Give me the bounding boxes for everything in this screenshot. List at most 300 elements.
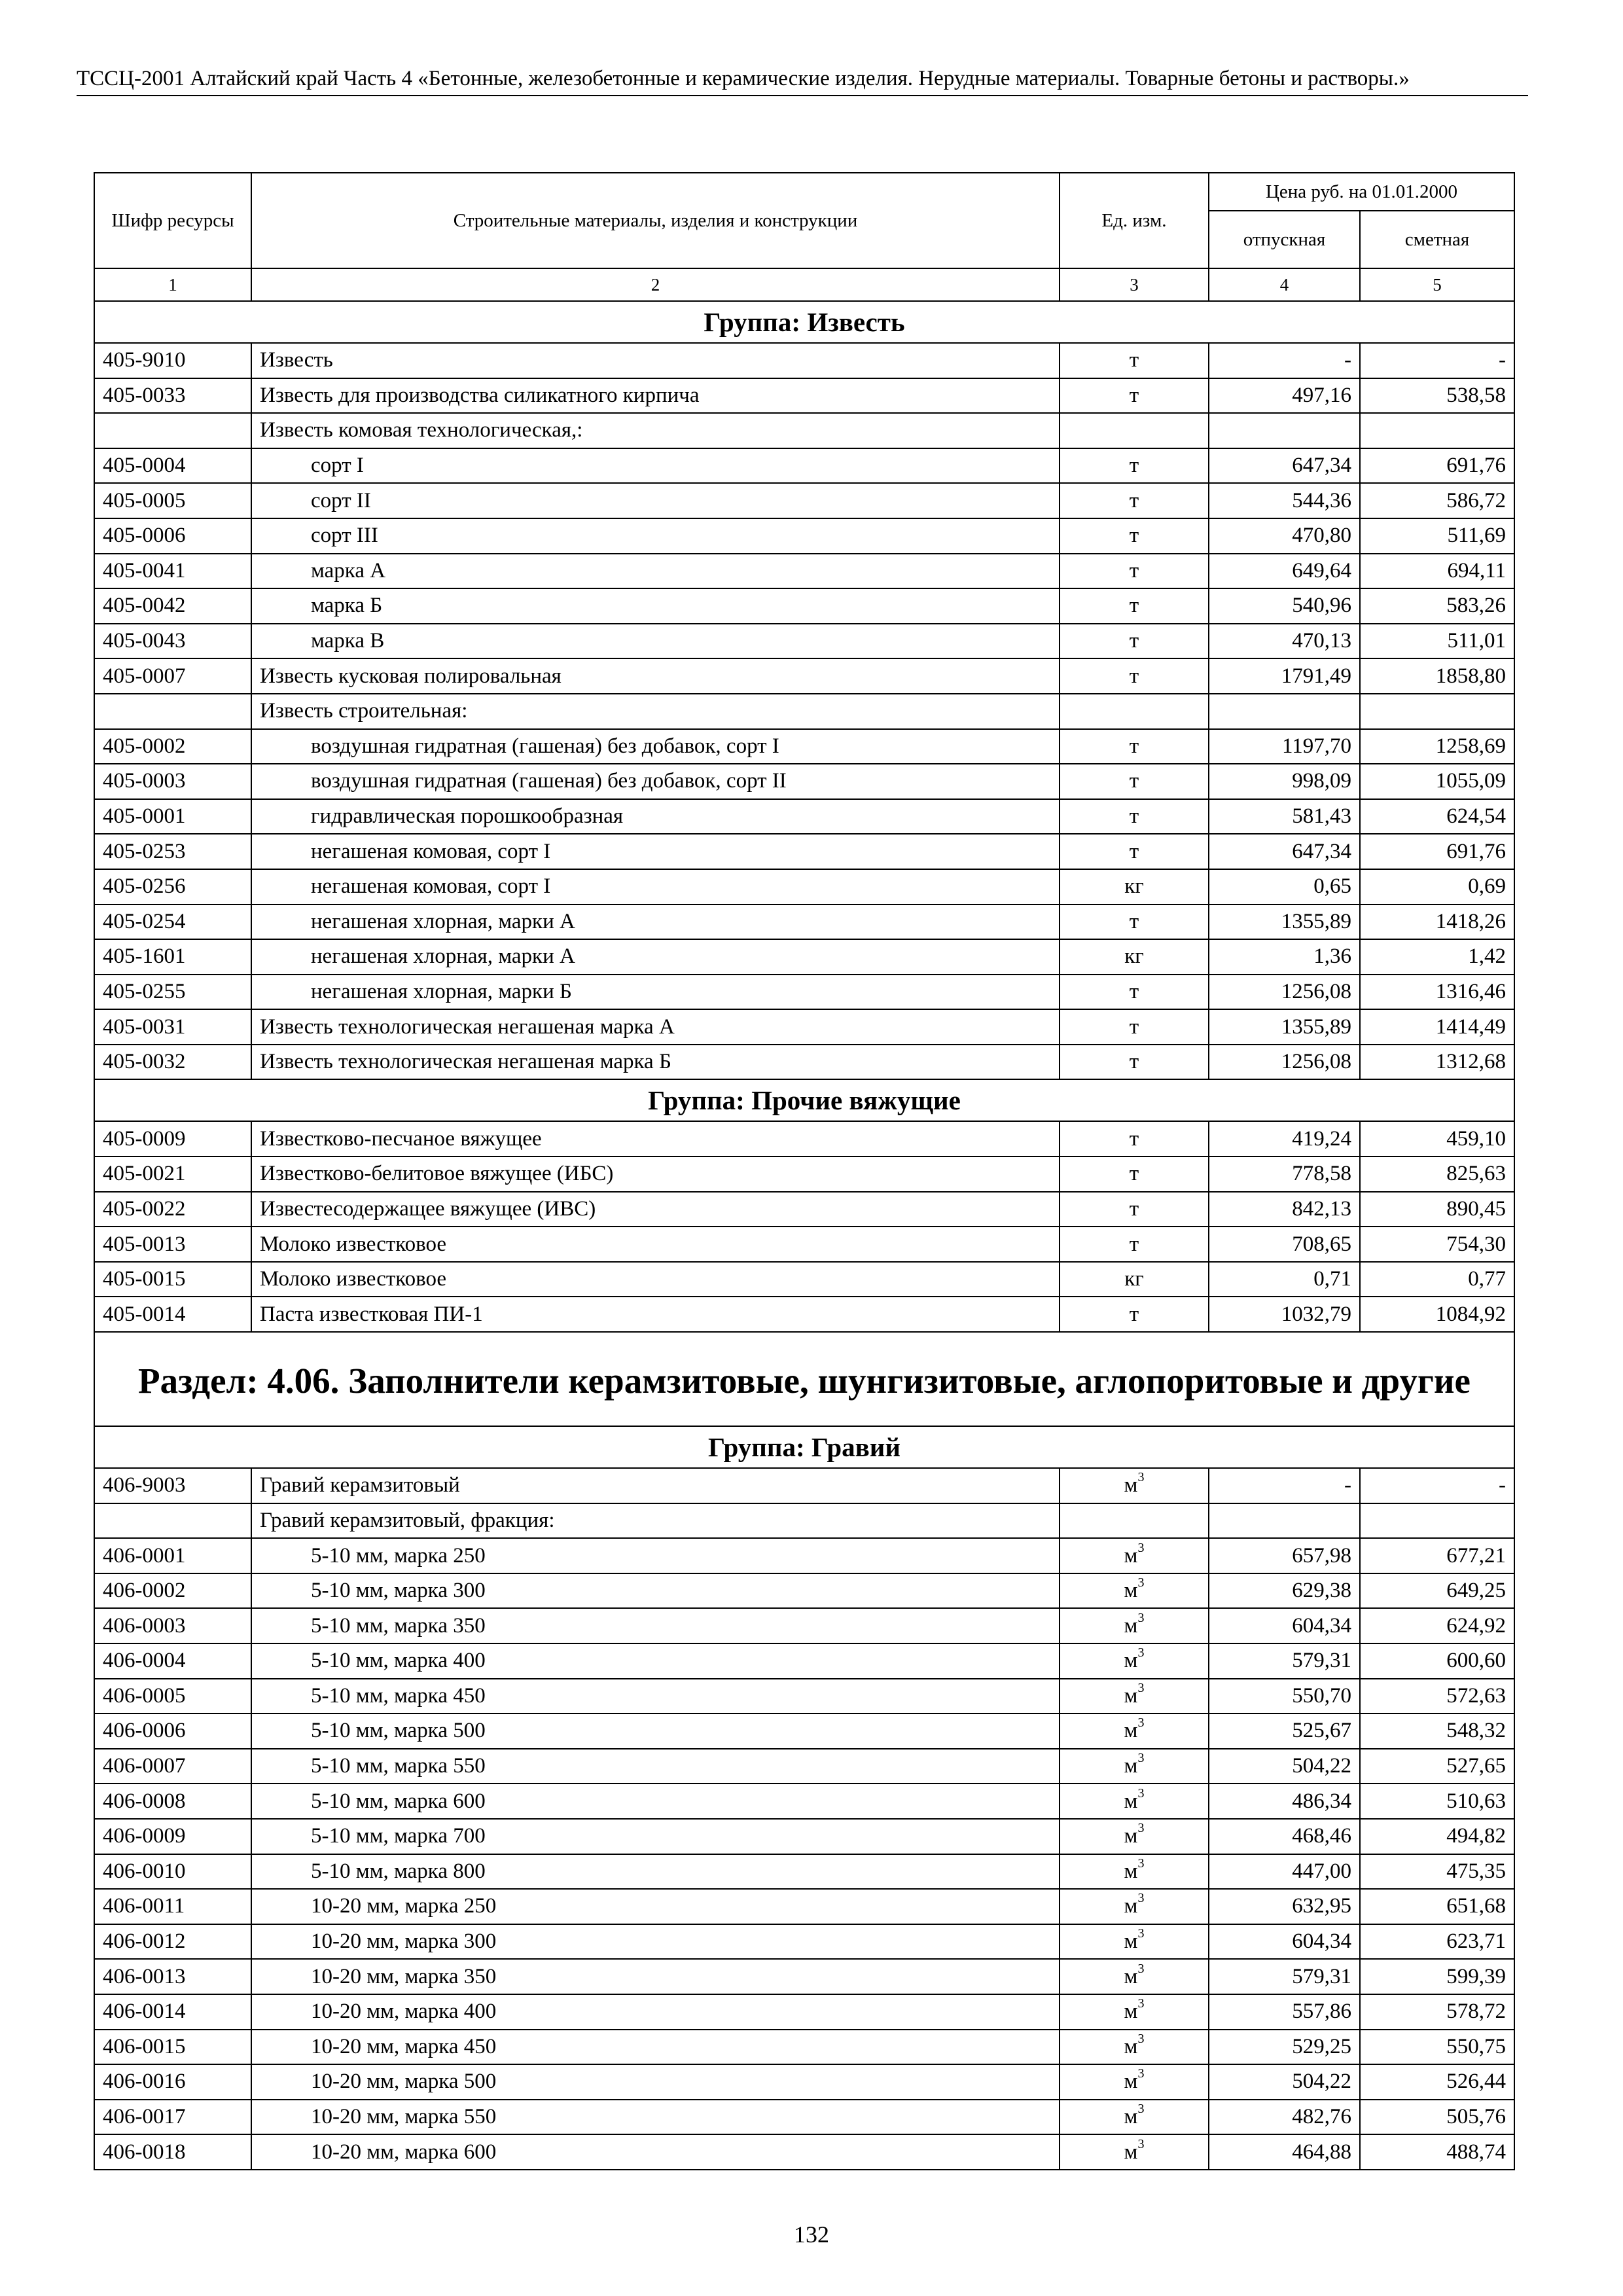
resource-code: 406-0014	[94, 1994, 251, 2030]
table-row	[94, 1192, 1514, 1227]
unit-symbol: м	[1124, 1473, 1138, 1498]
material-name: гидравлическая порошкообразная	[251, 799, 1060, 834]
material-name: Гравий керамзитовый	[251, 1468, 1060, 1503]
unit-symbol: м	[1124, 1579, 1138, 1603]
release-price: 579,31	[1209, 1643, 1360, 1679]
unit	[1060, 1713, 1209, 1749]
table-row	[94, 799, 1514, 834]
unit	[1060, 1573, 1209, 1609]
resource-code: 405-0043	[94, 624, 251, 659]
unit-exponent: 3	[1137, 1680, 1145, 1695]
resource-code: 405-0021	[94, 1157, 251, 1192]
unit-symbol: т	[1129, 1014, 1139, 1039]
unit	[1060, 448, 1209, 484]
table-row	[94, 1819, 1514, 1854]
release-price: 1197,70	[1209, 729, 1360, 764]
unit-symbol: т	[1129, 1050, 1139, 1074]
resource-code: 405-0002	[94, 729, 251, 764]
material-name: Известесодержащее вяжущее (ИВС)	[251, 1192, 1060, 1227]
material-name: 5-10 мм, марка 300	[251, 1573, 1060, 1609]
release-price: -	[1209, 343, 1360, 378]
release-price: 632,95	[1209, 1889, 1360, 1924]
resource-code: 406-0017	[94, 2100, 251, 2135]
unit-symbol: кг	[1124, 944, 1144, 969]
unit-symbol: м	[1124, 2070, 1138, 2094]
unit	[1060, 905, 1209, 940]
estimate-price: 578,72	[1360, 1994, 1514, 2030]
unit-symbol: м	[1124, 1824, 1138, 1848]
unit-symbol: м	[1124, 1929, 1138, 1954]
release-price: 504,22	[1209, 1749, 1360, 1784]
unit-symbol: м	[1124, 1859, 1138, 1883]
release-price: 579,31	[1209, 1959, 1360, 1994]
estimate-price: 475,35	[1360, 1854, 1514, 1890]
resource-code: 405-0033	[94, 378, 251, 414]
estimate-price: 511,69	[1360, 518, 1514, 554]
unit-symbol: м	[1124, 1754, 1138, 1778]
release-price: 470,13	[1209, 624, 1360, 659]
group-heading-row	[94, 301, 1514, 343]
table-row	[94, 1045, 1514, 1080]
release-price: 1791,49	[1209, 658, 1360, 694]
material-name: сорт I	[251, 448, 1060, 484]
table-row	[94, 2134, 1514, 2170]
resource-code: 405-0005	[94, 483, 251, 518]
table-row	[94, 1297, 1514, 1332]
subheading-name: Известь комовая технологическая,:	[251, 413, 1060, 448]
unit	[1060, 413, 1209, 448]
group-heading: Группа: Гравий	[94, 1426, 1514, 1468]
release-price: 482,76	[1209, 2100, 1360, 2135]
table-row	[94, 834, 1514, 869]
material-name: Известь технологическая негашеная марка А	[251, 1009, 1060, 1045]
material-name: 10-20 мм, марка 400	[251, 1994, 1060, 2030]
unit-exponent: 3	[1137, 1645, 1145, 1660]
material-name: 5-10 мм, марка 350	[251, 1608, 1060, 1643]
material-name: 5-10 мм, марка 400	[251, 1643, 1060, 1679]
material-name: 10-20 мм, марка 500	[251, 2064, 1060, 2100]
resource-code: 405-0253	[94, 834, 251, 869]
unit-symbol: т	[1129, 454, 1139, 478]
estimate-price: 691,76	[1360, 448, 1514, 484]
unit-symbol: кг	[1124, 1267, 1144, 1291]
group-heading: Группа: Известь	[94, 301, 1514, 343]
unit	[1060, 1819, 1209, 1854]
estimate-price: 1055,09	[1360, 764, 1514, 799]
resource-code: 406-0010	[94, 1854, 251, 1890]
resource-code: 405-0256	[94, 869, 251, 905]
unit-symbol: т	[1129, 1302, 1139, 1326]
material-name: марка А	[251, 554, 1060, 589]
subheading-row	[94, 694, 1514, 729]
release-price: 604,34	[1209, 1924, 1360, 1960]
material-name: 5-10 мм, марка 800	[251, 1854, 1060, 1890]
unit-exponent: 3	[1137, 1961, 1145, 1976]
release-price: 604,34	[1209, 1608, 1360, 1643]
material-name: негашеная хлорная, марки А	[251, 939, 1060, 975]
unit	[1060, 1262, 1209, 1297]
table-row	[94, 975, 1514, 1010]
resource-code	[94, 694, 251, 729]
resource-code: 405-0031	[94, 1009, 251, 1045]
unit	[1060, 1854, 1209, 1890]
unit-exponent: 3	[1137, 1926, 1145, 1941]
unit	[1060, 1468, 1209, 1503]
release-price: 657,98	[1209, 1538, 1360, 1573]
unit	[1060, 1784, 1209, 1819]
unit-symbol: м	[1124, 1719, 1138, 1743]
release-price: 529,25	[1209, 2030, 1360, 2065]
estimate-price	[1360, 413, 1514, 448]
release-price: 708,65	[1209, 1227, 1360, 1262]
unit-exponent: 3	[1137, 1996, 1145, 2011]
estimate-price: 694,11	[1360, 554, 1514, 589]
estimate-price: 600,60	[1360, 1643, 1514, 1679]
group-heading: Группа: Прочие вяжущие	[94, 1079, 1514, 1121]
unit-symbol: т	[1129, 524, 1139, 548]
unit-symbol: м	[1124, 2000, 1138, 2024]
estimate-price: 550,75	[1360, 2030, 1514, 2065]
resource-code: 405-0014	[94, 1297, 251, 1332]
material-name: Известь	[251, 343, 1060, 378]
material-name: воздушная гидратная (гашеная) без добавок, сорт I	[251, 729, 1060, 764]
material-name: 10-20 мм, марка 600	[251, 2134, 1060, 2170]
resource-code: 405-0015	[94, 1262, 251, 1297]
table-row	[94, 764, 1514, 799]
unit-symbol: м	[1124, 1543, 1138, 1568]
col-number: 2	[251, 268, 1060, 301]
estimate-price: 526,44	[1360, 2064, 1514, 2100]
unit-exponent: 3	[1137, 1785, 1145, 1801]
table-row	[94, 1262, 1514, 1297]
estimate-price: 494,82	[1360, 1819, 1514, 1854]
resource-code: 406-0016	[94, 2064, 251, 2100]
estimate-price: 1858,80	[1360, 658, 1514, 694]
unit-exponent: 3	[1137, 1715, 1145, 1731]
col-header-unit: Ед. изм.	[1060, 173, 1209, 268]
release-price: 1355,89	[1209, 905, 1360, 940]
table-row	[94, 939, 1514, 975]
material-name: сорт II	[251, 483, 1060, 518]
unit-symbol: т	[1129, 1126, 1139, 1151]
col-header-price: Цена руб. на 01.01.2000	[1209, 173, 1514, 211]
table-row	[94, 1713, 1514, 1749]
material-name: 10-20 мм, марка 250	[251, 1889, 1060, 1924]
estimate-price: 825,63	[1360, 1157, 1514, 1192]
unit-exponent: 3	[1137, 2136, 1145, 2151]
resource-code: 406-0008	[94, 1784, 251, 1819]
table-row	[94, 1994, 1514, 2030]
unit	[1060, 834, 1209, 869]
estimate-price: 1084,92	[1360, 1297, 1514, 1332]
table-row	[94, 1854, 1514, 1890]
unit-exponent: 3	[1137, 2031, 1145, 2046]
table-row	[94, 1679, 1514, 1714]
unit	[1060, 1538, 1209, 1573]
release-price: 468,46	[1209, 1819, 1360, 1854]
table-row	[94, 2030, 1514, 2065]
unit	[1060, 2100, 1209, 2135]
unit	[1060, 483, 1209, 518]
page-number: 132	[794, 2221, 829, 2248]
estimate-price: 527,65	[1360, 1749, 1514, 1784]
material-name: негашеная хлорная, марки Б	[251, 975, 1060, 1010]
table-row	[94, 729, 1514, 764]
release-price: 649,64	[1209, 554, 1360, 589]
unit-symbol: м	[1124, 1613, 1138, 1638]
unit	[1060, 378, 1209, 414]
estimate-price: 0,77	[1360, 1262, 1514, 1297]
unit	[1060, 554, 1209, 589]
material-name: Известь для производства силикатного кирпича	[251, 378, 1060, 414]
table-row	[94, 1121, 1514, 1157]
resource-code: 406-0011	[94, 1889, 251, 1924]
col-header-release-price: отпускная	[1209, 211, 1360, 268]
unit	[1060, 658, 1209, 694]
resource-code: 405-0009	[94, 1121, 251, 1157]
table-row	[94, 1009, 1514, 1045]
estimate-price: 890,45	[1360, 1192, 1514, 1227]
unit	[1060, 624, 1209, 659]
unit-exponent: 3	[1137, 1821, 1145, 1836]
material-name: марка В	[251, 624, 1060, 659]
release-price: 842,13	[1209, 1192, 1360, 1227]
release-price: 470,80	[1209, 518, 1360, 554]
estimate-price: 0,69	[1360, 869, 1514, 905]
unit-symbol: м	[1124, 1683, 1138, 1708]
table-row	[94, 658, 1514, 694]
unit	[1060, 764, 1209, 799]
material-name: Молоко известковое	[251, 1262, 1060, 1297]
estimate-price: 572,63	[1360, 1679, 1514, 1714]
table-row	[94, 554, 1514, 589]
group-heading-row	[94, 1079, 1514, 1121]
estimate-price: 624,92	[1360, 1608, 1514, 1643]
release-price: 581,43	[1209, 799, 1360, 834]
estimate-price: 754,30	[1360, 1227, 1514, 1262]
unit-symbol: т	[1129, 804, 1139, 829]
unit-symbol: м	[1124, 2140, 1138, 2164]
unit-symbol: т	[1129, 1162, 1139, 1186]
unit	[1060, 975, 1209, 1010]
unit-exponent: 3	[1137, 1610, 1145, 1625]
estimate-price: 510,63	[1360, 1784, 1514, 1819]
unit-symbol: т	[1129, 734, 1139, 758]
table-row	[94, 2100, 1514, 2135]
estimate-price: 691,76	[1360, 834, 1514, 869]
unit-symbol: м	[1124, 2034, 1138, 2058]
resource-code: 405-9010	[94, 343, 251, 378]
release-price: 0,71	[1209, 1262, 1360, 1297]
col-number: 5	[1360, 268, 1514, 301]
estimate-price: 649,25	[1360, 1573, 1514, 1609]
unit	[1060, 1503, 1209, 1539]
unit	[1060, 1994, 1209, 2030]
release-price: 1256,08	[1209, 1045, 1360, 1080]
unit	[1060, 343, 1209, 378]
unit	[1060, 1679, 1209, 1714]
table-row	[94, 869, 1514, 905]
resource-code: 405-0022	[94, 1192, 251, 1227]
estimate-price: 459,10	[1360, 1121, 1514, 1157]
release-price: 497,16	[1209, 378, 1360, 414]
material-name: негашеная комовая, сорт I	[251, 834, 1060, 869]
table-row	[94, 624, 1514, 659]
unit	[1060, 1959, 1209, 1994]
release-price: 647,34	[1209, 448, 1360, 484]
material-name: воздушная гидратная (гашеная) без добавок, сорт II	[251, 764, 1060, 799]
material-name: Молоко известковое	[251, 1227, 1060, 1262]
resource-code: 405-0013	[94, 1227, 251, 1262]
material-name: 10-20 мм, марка 550	[251, 2100, 1060, 2135]
release-price: 504,22	[1209, 2064, 1360, 2100]
material-name: Известь кусковая полировальная	[251, 658, 1060, 694]
document-header: ТССЦ-2001 Алтайский край Часть 4 «Бетонные, железобетонные и керамические изделия. Нерудные материалы. Товарные бетоны и растворы.»	[77, 65, 1528, 96]
unit-symbol: м	[1124, 2105, 1138, 2129]
unit-symbol: т	[1129, 664, 1139, 688]
unit	[1060, 1924, 1209, 1960]
release-price	[1209, 1503, 1360, 1539]
unit-symbol: т	[1129, 1232, 1139, 1256]
resource-code: 406-0004	[94, 1643, 251, 1679]
col-header-code: Шифр ресурсы	[94, 173, 251, 268]
section-heading: Раздел: 4.06. Заполнители керамзитовые, шунгизитовые, аглопоритовые и другие	[94, 1332, 1514, 1426]
unit	[1060, 1157, 1209, 1192]
unit-symbol: т	[1129, 909, 1139, 933]
unit	[1060, 694, 1209, 729]
unit-symbol: м	[1124, 1649, 1138, 1673]
unit	[1060, 2064, 1209, 2100]
material-name: 5-10 мм, марка 450	[251, 1679, 1060, 1714]
resource-code: 405-0006	[94, 518, 251, 554]
estimate-price: 651,68	[1360, 1889, 1514, 1924]
material-name: марка Б	[251, 588, 1060, 624]
resource-code: 406-9003	[94, 1468, 251, 1503]
unit-symbol: т	[1129, 383, 1139, 407]
estimate-price: 677,21	[1360, 1538, 1514, 1573]
col-number: 1	[94, 268, 251, 301]
estimate-price: 586,72	[1360, 483, 1514, 518]
resource-code: 405-0007	[94, 658, 251, 694]
unit-exponent: 3	[1137, 2102, 1145, 2117]
estimate-price: 624,54	[1360, 799, 1514, 834]
price-table	[94, 172, 1515, 2170]
unit-symbol: м	[1124, 1789, 1138, 1813]
unit	[1060, 1227, 1209, 1262]
material-name: негашеная комовая, сорт I	[251, 869, 1060, 905]
release-price	[1209, 694, 1360, 729]
table-row	[94, 483, 1514, 518]
estimate-price: -	[1360, 343, 1514, 378]
col-number: 4	[1209, 268, 1360, 301]
subheading-name: Известь строительная:	[251, 694, 1060, 729]
release-price: 557,86	[1209, 1994, 1360, 2030]
release-price: 447,00	[1209, 1854, 1360, 1890]
table-row	[94, 1157, 1514, 1192]
resource-code: 405-0003	[94, 764, 251, 799]
material-name: Известково-белитовое вяжущее (ИБС)	[251, 1157, 1060, 1192]
unit	[1060, 939, 1209, 975]
resource-code: 405-0255	[94, 975, 251, 1010]
material-name: 5-10 мм, марка 700	[251, 1819, 1060, 1854]
unit-exponent: 3	[1137, 1751, 1145, 1766]
unit	[1060, 518, 1209, 554]
release-price: 629,38	[1209, 1573, 1360, 1609]
material-name: 10-20 мм, марка 300	[251, 1924, 1060, 1960]
estimate-price: 1316,46	[1360, 975, 1514, 1010]
release-price: 647,34	[1209, 834, 1360, 869]
table-row	[94, 343, 1514, 378]
resource-code: 406-0006	[94, 1713, 251, 1749]
resource-code: 406-0003	[94, 1608, 251, 1643]
resource-code: 405-0001	[94, 799, 251, 834]
table-row	[94, 1924, 1514, 1960]
unit	[1060, 2134, 1209, 2170]
estimate-price: -	[1360, 1468, 1514, 1503]
resource-code: 405-0032	[94, 1045, 251, 1080]
estimate-price: 548,32	[1360, 1713, 1514, 1749]
resource-code: 405-1601	[94, 939, 251, 975]
material-name: 5-10 мм, марка 600	[251, 1784, 1060, 1819]
estimate-price: 505,76	[1360, 2100, 1514, 2135]
unit	[1060, 1643, 1209, 1679]
estimate-price: 538,58	[1360, 378, 1514, 414]
release-price: 0,65	[1209, 869, 1360, 905]
table-row	[94, 1889, 1514, 1924]
unit	[1060, 1749, 1209, 1784]
table-row	[94, 1227, 1514, 1262]
resource-code: 405-0041	[94, 554, 251, 589]
release-price: 525,67	[1209, 1713, 1360, 1749]
resource-code: 406-0018	[94, 2134, 251, 2170]
group-heading-row	[94, 1426, 1514, 1468]
resource-code: 406-0015	[94, 2030, 251, 2065]
unit	[1060, 1009, 1209, 1045]
material-name: Известь технологическая негашеная марка Б	[251, 1045, 1060, 1080]
table-row	[94, 588, 1514, 624]
resource-code: 406-0007	[94, 1749, 251, 1784]
estimate-price	[1360, 1503, 1514, 1539]
estimate-price: 1414,49	[1360, 1009, 1514, 1045]
col-header-name: Строительные материалы, изделия и конструкции	[251, 173, 1060, 268]
table-row	[94, 1608, 1514, 1643]
estimate-price: 583,26	[1360, 588, 1514, 624]
release-price: 1256,08	[1209, 975, 1360, 1010]
section-heading-row	[94, 1332, 1514, 1426]
material-name: 10-20 мм, марка 350	[251, 1959, 1060, 1994]
unit-symbol: м	[1124, 1894, 1138, 1918]
release-price: 419,24	[1209, 1121, 1360, 1157]
unit	[1060, 2030, 1209, 2065]
unit	[1060, 1192, 1209, 1227]
unit	[1060, 1121, 1209, 1157]
release-price: 778,58	[1209, 1157, 1360, 1192]
subheading-row	[94, 413, 1514, 448]
table-row	[94, 1573, 1514, 1609]
material-name: сорт III	[251, 518, 1060, 554]
estimate-price: 511,01	[1360, 624, 1514, 659]
estimate-price: 599,39	[1360, 1959, 1514, 1994]
unit-symbol: т	[1129, 1196, 1139, 1221]
unit-symbol: т	[1129, 839, 1139, 863]
estimate-price: 1,42	[1360, 939, 1514, 975]
release-price: 486,34	[1209, 1784, 1360, 1819]
release-price: 550,70	[1209, 1679, 1360, 1714]
table-row	[94, 1538, 1514, 1573]
table-row	[94, 1784, 1514, 1819]
estimate-price: 623,71	[1360, 1924, 1514, 1960]
resource-code: 405-0004	[94, 448, 251, 484]
